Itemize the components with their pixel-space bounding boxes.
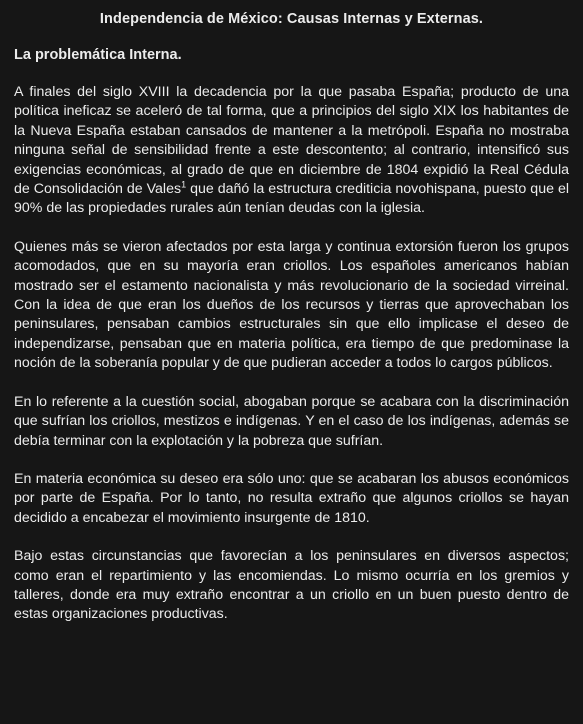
paragraph-1-text: A finales del siglo XVIII la decadencia por la que pasaba España; producto de una política ineficaz se aceleró de tal forma, que a principios del siglo XIX los habitantes de la Nueva España estaban cansados de mantener a la metrópoli. España no mostraba ninguna señal de sensibilidad frente a este descontento; al contrario, intensificó sus exigencias económicas, al grado de que en diciembre de 1804 expidió la Real Cédula de Consolidación de Vales xyxy=(14,84,569,198)
paragraph-2: Quienes más se vieron afectados por esta larga y continua extorsión fueron los grupos acomodados, que en su mayoría eran criollos. Los españoles americanos habían mostrado ser el estamento nacionalista y más revolucionario de la sociedad virreinal. Con la idea de que eran los dueños de los recursos y tierras que aprovechaban los peninsulares, pensaban cambios estructurales sin que ello implicase el deseo de independizarse, pensaban que en materia política, era tiempo de que predominase la noción de la soberanía popular y de que pudieran acceder a todos lo cargos públicos. xyxy=(14,238,569,372)
paragraph-3: En lo referente a la cuestión social, abogaban porque se acabara con la discriminación que sufrían los criollos, mestizos e indígenas. Y en el caso de los indígenas, además se debía terminar con la explotación y la pobreza que sufrían. xyxy=(14,393,569,449)
section-heading: La problemática Interna. xyxy=(14,47,182,63)
footnote-mark: 1 xyxy=(181,179,187,190)
document-title: Independencia de México: Causas Internas y Externas. xyxy=(99,11,484,27)
paragraph-1-text-continued: que dañó la estructura crediticia novohispana, puesto que el 90% de las propiedades rurales aún tenían deudas con la iglesia. xyxy=(14,181,569,217)
paragraph-4: En materia económica su deseo era sólo uno: que se acabaran los abusos económicos por parte de España. Por lo tanto, no resulta extraño que algunos criollos se hayan decidido a encabezar el movimiento insurgente de 1810. xyxy=(14,470,569,526)
paragraph-5: Bajo estas circunstancias que favorecían a los peninsulares en diversos aspectos; como eran el repartimiento y las encomiendas. Lo mismo ocurría en los gremios y talleres, donde era muy extraño encontrar a un criollo en un buen puesto dentro de estas organizaciones productivas. xyxy=(14,548,569,623)
paragraph-1 xyxy=(14,83,569,219)
